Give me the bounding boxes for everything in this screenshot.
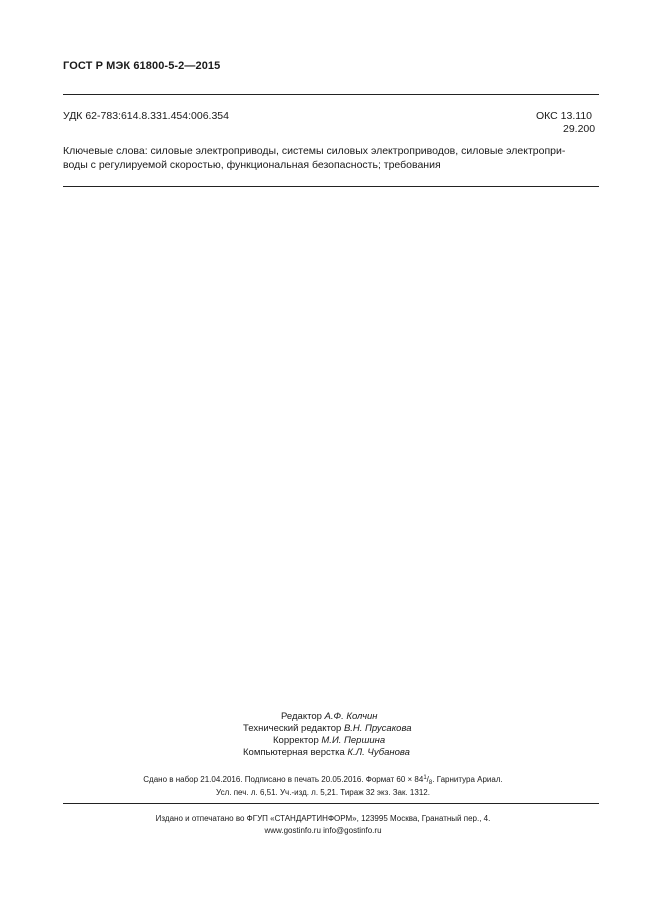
keywords-block <box>63 144 603 172</box>
oks-code-second: 29.200 <box>563 123 596 135</box>
oks-code: ОКС 13.110 <box>536 110 593 122</box>
credit-layout-label: Компьютерная верстка <box>243 747 348 758</box>
credit-corrector-name: М.И. Першина <box>321 735 386 746</box>
credit-editor-label: Редактор <box>281 711 325 722</box>
print-info-line-2: Усл. печ. л. 6,51. Уч.-изд. л. 5,21. Тираж 32 экз. Зак. 1312. <box>216 788 430 797</box>
keywords-line-1: Ключевые слова: силовые электроприводы, системы силовых электроприводов, силовые электропри- <box>63 145 566 157</box>
print-info-text-b: . Гарнитура Ариал. <box>432 775 503 784</box>
credit-tech-editor-name: В.Н. Прусакова <box>343 723 412 734</box>
credit-tech-editor-label: Технический редактор <box>243 723 344 734</box>
format-fraction-denominator: 8 <box>428 780 433 786</box>
credit-corrector-label: Корректор <box>273 735 322 746</box>
print-info-line-1 <box>0 775 646 786</box>
publisher-line-1: Издано и отпечатано во ФГУП «СТАНДАРТИНФОРМ», 123995 Москва, Гранатный пер., 4. <box>155 814 491 823</box>
keywords-divider <box>63 186 599 187</box>
credit-layout-name: К.Л. Чубанова <box>347 747 410 758</box>
footer-divider <box>63 803 599 804</box>
document-standard-title: ГОСТ Р МЭК 61800-5-2—2015 <box>63 60 221 72</box>
header-divider <box>63 94 599 95</box>
format-fraction-numerator: 1 <box>423 775 427 781</box>
credit-editor-name: А.Ф. Колчин <box>324 711 378 722</box>
keywords-line-2: воды с регулируемой скоростью, функциональная безопасность; требования <box>63 159 441 171</box>
credit-layout <box>243 747 410 758</box>
print-info-text-a: Сдано в набор 21.04.2016. Подписано в печать 20.05.2016. Формат 60 × 84 <box>143 775 424 784</box>
udk-code: УДК 62-783:614.8.331.454:006.354 <box>63 110 229 122</box>
format-fraction-separator: / <box>426 775 429 784</box>
credit-tech-editor <box>243 723 412 734</box>
credit-corrector <box>273 735 385 746</box>
credit-editor <box>281 711 378 722</box>
publisher-line-2: www.gostinfo.ru info@gostinfo.ru <box>264 826 382 835</box>
